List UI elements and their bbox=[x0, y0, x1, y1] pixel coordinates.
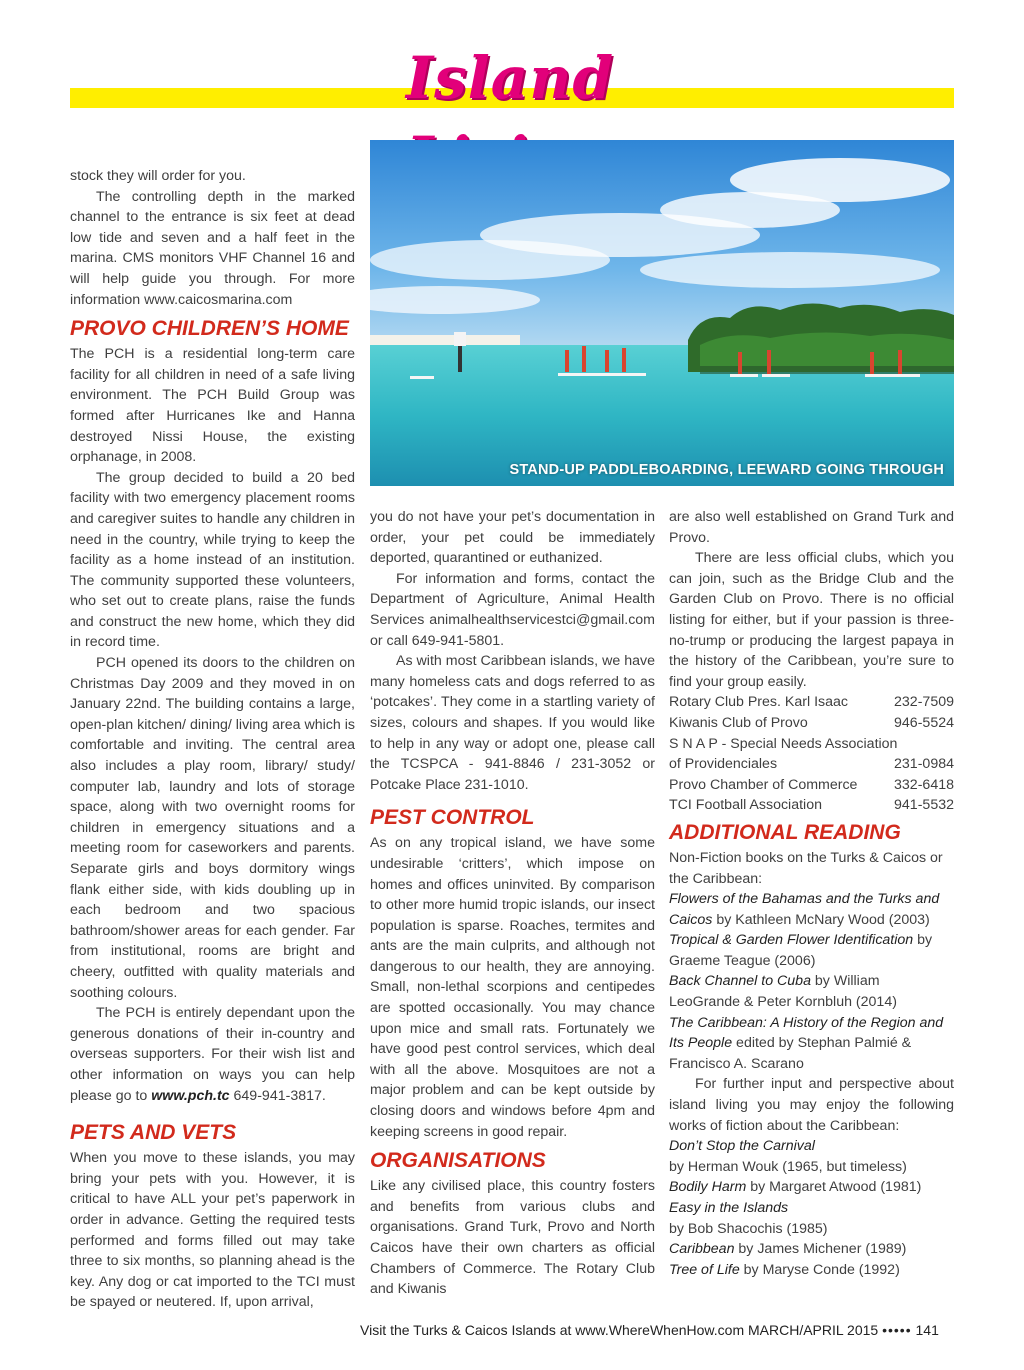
club-row bbox=[669, 713, 954, 734]
paragraph: are also well established on Grand Turk and Provo. bbox=[669, 509, 954, 546]
club-name: of Providenciales bbox=[669, 756, 778, 773]
club-row bbox=[669, 775, 954, 796]
heading-pets-and-vets: PETS AND VETS bbox=[70, 1121, 237, 1145]
club-row bbox=[669, 692, 954, 713]
column-3 bbox=[669, 507, 954, 1280]
heading-organisations: ORGANISATIONS bbox=[370, 1149, 546, 1173]
paragraph bbox=[70, 1003, 355, 1106]
heading-provo-childrens-home: PROVO CHILDREN’S HOME bbox=[70, 317, 349, 341]
fiction-author: by Margaret Atwood (1981) bbox=[746, 1179, 922, 1196]
footer-text: Visit the Turks & Caicos Islands at www.WhereWhenHow.com MARCH/APRIL 2015 bbox=[360, 1322, 879, 1338]
book-title: Tropical & Garden Flower Identification bbox=[669, 932, 914, 949]
club-phone: 941-5532 bbox=[894, 797, 954, 814]
club-name: Provo Chamber of Commerce bbox=[669, 776, 858, 793]
book-title: Flowers of the Bahamas and the Turks and Caicos bbox=[669, 891, 940, 928]
book-title: The Caribbean: A History of the Region and Its People bbox=[669, 1014, 944, 1052]
book-author: by Graeme Teague (2006) bbox=[669, 932, 933, 969]
club-name: TCI Football Association bbox=[669, 797, 822, 814]
club-row bbox=[669, 734, 954, 755]
paragraph: Non-Fiction books on the Turks & Caicos or the Caribbean: bbox=[669, 849, 943, 887]
paragraph: There are less official clubs, which you can join, such as the Bridge Club and the Garden Club on Provo. There is no official listing for either, but if your passion is three-no-trump or producing the largest papaya in the history of the Caribbean, you’re sure to find your group easily. bbox=[669, 550, 954, 690]
section-title: Island bbox=[405, 44, 615, 112]
fiction-title: Tree of Life bbox=[669, 1261, 740, 1278]
paragraph: PCH opened its doors to the children on Christmas Day 2009 and they moved in on January 22nd. The building contains a large, open-plan kitchen/ dining/ living area which is comfortable and inviting. The central area also includes a play room, library/ study/ computer lab, laundry and lots of storage space, along with two overnight rooms for children in emergency situations and a meeting room for caseworkers and parents. Separate girls and boys dormitory wings flank either side, with kids doubling up in each bedroom and two spacious bathroom/shower areas for each gender. Far from institutional, rooms are bright and cheery, outfitted with quality materials and soothing colours. bbox=[70, 655, 355, 1001]
paragraph: As on any tropical island, we have some undesirable ‘critters’, which impose on homes and offices uninvited. By comparison to other more humid tropic islands, our insect population is sparse. Roaches, termites and ants are the main culprits, and although not dangerous to our health, they are annoying. Small, non-lethal scorpions and centipedes are spotted occasionally. You may chance upon mice and small rats. Fortunately we have good pest control services, which deal with all the above. Mosquitoes are not a major problem and can be kept outside by closing doors and windows before 4pm and keeping screens in good repair. bbox=[370, 835, 655, 1140]
club-phone: 946-5524 bbox=[894, 714, 954, 731]
fiction-title: Don’t Stop the Carnival bbox=[669, 1138, 815, 1155]
paddleboard-photo bbox=[370, 140, 954, 486]
column-2 bbox=[370, 507, 655, 1300]
fiction-title: Caribbean bbox=[669, 1241, 735, 1258]
paragraph: The controlling depth in the marked channel to the entrance is six feet at dead low tide and seven and a half feet in the marina. CMS monitors VHF Channel 16 and will help guide you through. For more information www.caicosmarina.com bbox=[70, 188, 355, 308]
page-footer bbox=[360, 1322, 960, 1338]
fiction-author: by Bob Shacochis (1985) bbox=[669, 1220, 828, 1237]
book-entry bbox=[669, 971, 954, 1012]
pch-website-link[interactable]: www.pch.tc bbox=[151, 1087, 230, 1104]
heading-pest-control: PEST CONTROL bbox=[370, 806, 535, 830]
fiction-entry bbox=[669, 1177, 954, 1198]
fiction-list bbox=[669, 1136, 954, 1280]
fiction-entry bbox=[669, 1239, 954, 1260]
paragraph: you do not have your pet’s documentation in order, your pet could be immediately deported, quarantined or euthanized. bbox=[370, 509, 655, 567]
paragraph: For further input and perspective about island living you may enjoy the following works of fiction about the Caribbean: bbox=[669, 1076, 954, 1134]
club-name: Rotary Club Pres. Karl Isaac bbox=[669, 694, 848, 711]
paragraph-text: The PCH is entirely dependant upon the generous donations of their in-country and overseas supporters. For their wish list and other information on ways you can help please go to bbox=[70, 1005, 355, 1104]
book-author: by William LeoGrande & Peter Kornbluh (2014) bbox=[669, 973, 897, 1011]
fiction-author: by Maryse Conde (1992) bbox=[739, 1261, 900, 1278]
photo-illustration bbox=[370, 140, 954, 486]
fiction-author: by Herman Wouk (1965, but timeless) bbox=[669, 1158, 907, 1175]
fiction-author: by James Michener (1989) bbox=[734, 1241, 907, 1258]
fiction-title: Easy in the Islands bbox=[669, 1200, 789, 1216]
club-list bbox=[669, 692, 954, 816]
club-phone: 231-0984 bbox=[894, 756, 954, 773]
fiction-entry bbox=[669, 1136, 954, 1177]
paragraph: stock they will order for you. bbox=[70, 168, 246, 184]
club-phone: 332-6418 bbox=[894, 776, 954, 793]
book-entry bbox=[669, 889, 954, 930]
club-phone: 232-7509 bbox=[894, 694, 954, 711]
paragraph: The PCH is a residential long-term care facility for all children in need of a safe living environment. The PCH Build Group was formed after Hurricanes Ike and Hanna destroyed Nissi House, the existing orphanage, in 2008. bbox=[70, 346, 355, 466]
book-entry bbox=[669, 930, 954, 971]
paragraph: When you move to these islands, you may bring your pets with you. However, it is critical to have ALL your pet’s paperwork in order in advance. Getting the required tests performed and forms filled out may take three to six months, so planning ahead is the key. Any dog or cat imported to the TCI must be spayed or neutered. If, upon arrival, bbox=[70, 1150, 355, 1311]
footer-dots: ••••• bbox=[882, 1322, 912, 1338]
heading-additional-reading: ADDITIONAL READING bbox=[669, 820, 901, 844]
paragraph: For information and forms, contact the Department of Agriculture, Animal Health Services animalhealthservicestci@gmail.com or call 649-941-5801. bbox=[370, 570, 655, 649]
book-list bbox=[669, 889, 954, 1074]
club-name: S N A P - Special Needs Association bbox=[669, 735, 898, 752]
paragraph: The group decided to build a 20 bed facility with two emergency placement rooms and caregiver suites to handle any children in need in the country, while trying to keep the facility as a home instead of an institution. The community supported these volunteers, who set out to create plans, raise the funds and construct the new home, which they did in record time. bbox=[70, 469, 355, 651]
book-entry bbox=[669, 1013, 954, 1075]
book-title: Back Channel to Cuba bbox=[669, 973, 811, 990]
book-author: by Kathleen McNary Wood (2003) bbox=[712, 911, 930, 928]
column-1 bbox=[70, 166, 355, 1313]
phone-number: 649-941-3817. bbox=[233, 1087, 326, 1104]
page-number: 141 bbox=[915, 1322, 939, 1338]
fiction-entry bbox=[669, 1198, 954, 1239]
club-row bbox=[669, 795, 954, 816]
paragraph: As with most Caribbean islands, we have many homeless cats and dogs referred to as ‘potcakes’. They come in a startling variety of sizes, colours and shapes. If you would like to help in any way or adopt one, please call the TCSPCA - 941-8846 / 231-3052 or Potcake Place 231-1010. bbox=[370, 653, 655, 793]
club-name: Kiwanis Club of Provo bbox=[669, 714, 808, 731]
book-author: edited by Stephan Palmié & Francisco A. Scarano bbox=[669, 1035, 912, 1072]
fiction-entry bbox=[669, 1260, 954, 1281]
photo-caption: STAND-UP PADDLEBOARDING, LEEWARD GOING THROUGH bbox=[509, 462, 944, 478]
fiction-title: Bodily Harm bbox=[669, 1179, 747, 1196]
club-row bbox=[669, 754, 954, 775]
paragraph: Like any civilised place, this country fosters and benefits from various clubs and organisations. Grand Turk, Provo and North Caicos have their own charters as official Chambers of Commerce. The Rotary Club and Kiwanis bbox=[370, 1178, 655, 1298]
